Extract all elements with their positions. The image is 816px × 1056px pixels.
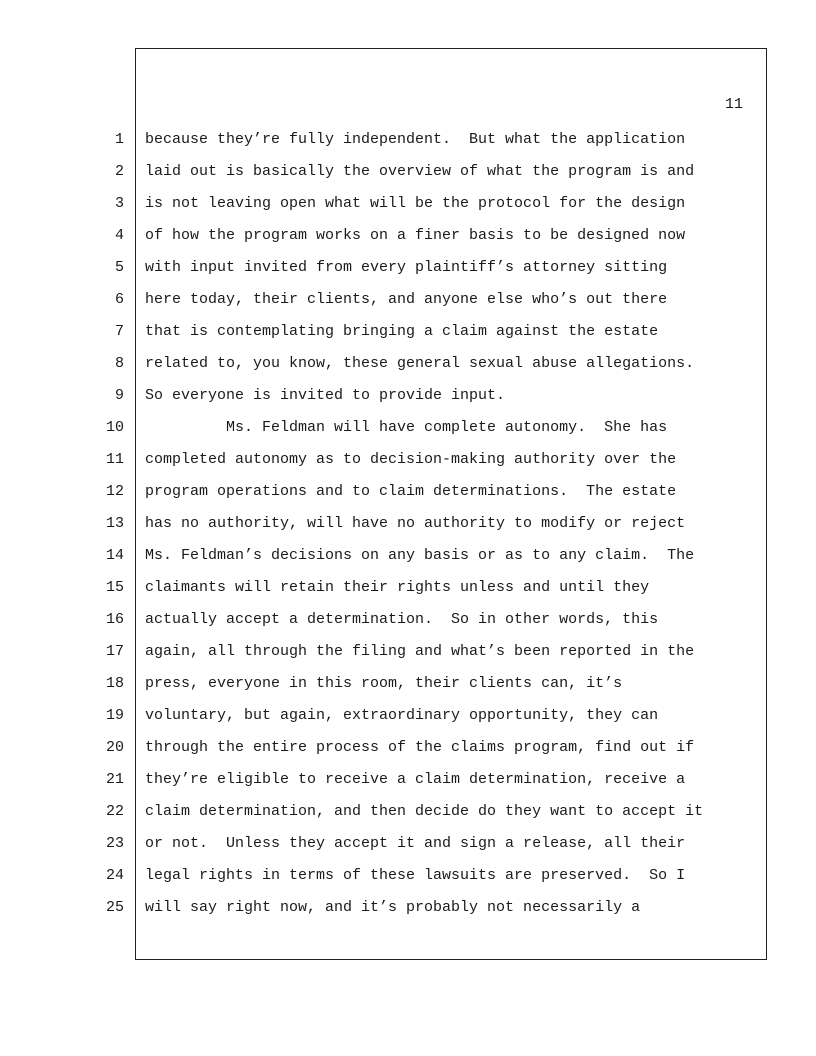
line-number: 9 — [114, 387, 124, 404]
line-text: related to, you know, these general sexual abuse allegations. — [145, 355, 695, 372]
transcript-line — [0, 700, 816, 732]
line-number: 18 — [105, 675, 124, 692]
line-text: Ms. Feldman will have complete autonomy. She has — [145, 419, 668, 436]
transcript-line — [0, 604, 816, 636]
transcript-line — [0, 764, 816, 796]
transcript-line — [0, 540, 816, 572]
line-text: here today, their clients, and anyone else who’s out there — [145, 291, 668, 308]
page-number: 11 — [724, 96, 743, 113]
line-text: is not leaving open what will be the protocol for the design — [145, 195, 686, 212]
line-text: legal rights in terms of these lawsuits are preserved. So I — [145, 867, 686, 884]
transcript-line — [0, 860, 816, 892]
transcript-line — [0, 380, 816, 412]
line-number: 16 — [105, 611, 124, 628]
line-number: 15 — [105, 579, 124, 596]
line-number: 3 — [114, 195, 124, 212]
line-number: 20 — [105, 739, 124, 756]
transcript-line — [0, 188, 816, 220]
line-text: again, all through the filing and what’s been reported in the — [145, 643, 695, 660]
line-number: 24 — [105, 867, 124, 884]
line-number: 5 — [114, 259, 124, 276]
line-number: 14 — [105, 547, 124, 564]
line-text: program operations and to claim determinations. The estate — [145, 483, 677, 500]
line-text: voluntary, but again, extraordinary opportunity, they can — [145, 707, 659, 724]
line-number: 13 — [105, 515, 124, 532]
line-number: 6 — [114, 291, 124, 308]
line-number: 10 — [105, 419, 124, 436]
transcript-line — [0, 508, 816, 540]
transcript-line — [0, 668, 816, 700]
line-text: of how the program works on a finer basis to be designed now — [145, 227, 686, 244]
line-text: because they’re fully independent. But what the application — [145, 131, 686, 148]
transcript-line — [0, 252, 816, 284]
line-text: they’re eligible to receive a claim determination, receive a — [145, 771, 686, 788]
transcript-body — [0, 124, 816, 924]
line-number: 1 — [114, 131, 124, 148]
line-text: So everyone is invited to provide input. — [145, 387, 506, 404]
line-number: 2 — [114, 163, 124, 180]
line-text: with input invited from every plaintiff’s attorney sitting — [145, 259, 668, 276]
line-text: completed autonomy as to decision-making authority over the — [145, 451, 677, 468]
line-number: 8 — [114, 355, 124, 372]
transcript-line — [0, 636, 816, 668]
transcript-line — [0, 124, 816, 156]
transcript-line — [0, 476, 816, 508]
line-text: laid out is basically the overview of what the program is and — [145, 163, 695, 180]
transcript-line — [0, 348, 816, 380]
transcript-line — [0, 444, 816, 476]
line-number: 11 — [105, 451, 124, 468]
line-text: has no authority, will have no authority to modify or reject — [145, 515, 686, 532]
line-text: claim determination, and then decide do they want to accept it — [145, 803, 704, 820]
line-number: 12 — [105, 483, 124, 500]
transcript-line — [0, 732, 816, 764]
line-text: that is contemplating bringing a claim against the estate — [145, 323, 659, 340]
line-number: 19 — [105, 707, 124, 724]
transcript-line — [0, 892, 816, 924]
transcript-line — [0, 796, 816, 828]
transcript-line — [0, 156, 816, 188]
line-text: claimants will retain their rights unless and until they — [145, 579, 650, 596]
transcript-line — [0, 572, 816, 604]
line-text: Ms. Feldman’s decisions on any basis or as to any claim. The — [145, 547, 695, 564]
line-number: 22 — [105, 803, 124, 820]
transcript-line — [0, 316, 816, 348]
line-text: actually accept a determination. So in other words, this — [145, 611, 659, 628]
line-number: 21 — [105, 771, 124, 788]
line-text: press, everyone in this room, their clients can, it’s — [145, 675, 623, 692]
transcript-line — [0, 412, 816, 444]
line-text: through the entire process of the claims program, find out if — [145, 739, 695, 756]
transcript-line — [0, 284, 816, 316]
line-number: 25 — [105, 899, 124, 916]
transcript-line — [0, 220, 816, 252]
line-number: 17 — [105, 643, 124, 660]
line-number: 7 — [114, 323, 124, 340]
line-number: 4 — [114, 227, 124, 244]
line-number: 23 — [105, 835, 124, 852]
line-text: or not. Unless they accept it and sign a release, all their — [145, 835, 686, 852]
line-text: will say right now, and it’s probably not necessarily a — [145, 899, 641, 916]
transcript-line — [0, 828, 816, 860]
